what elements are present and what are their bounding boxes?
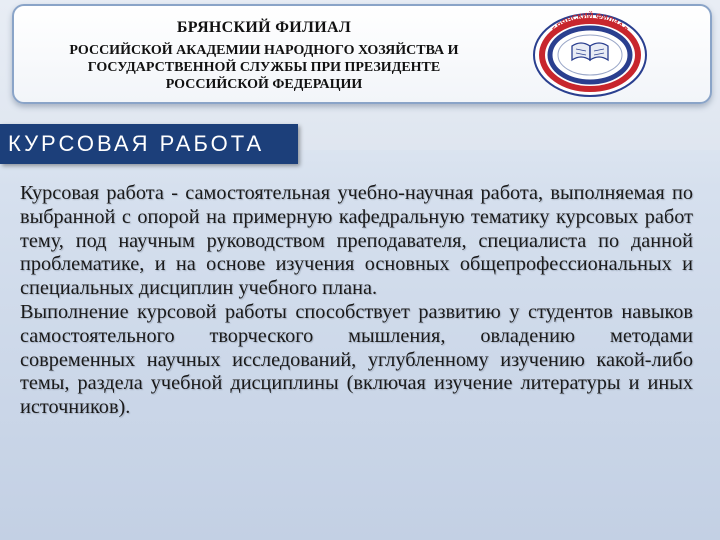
open-book-icon — [572, 43, 608, 60]
header-line-academy: РОССИЙСКОЙ АКАДЕМИИ НАРОДНОГО ХОЗЯЙСТВА И ГОСУДАРСТВЕННОЙ СЛУЖБЫ ПРИ ПРЕЗИДЕНТЕ РОССИЙСКОЙ ФЕДЕРАЦИИ — [69, 43, 459, 92]
term-kursovaya-rabota: Курсовая работа — [20, 182, 164, 204]
logo-arc-label: БРЯНСКИЙ ФИЛИАЛ — [550, 10, 630, 34]
paragraph-definition — [20, 182, 693, 301]
paragraph-purpose: Выполнение курсовой работы способствует развитию у студентов навыков самостоятельного творческого мышления, овладению методами современных научных исследований, углубленному изучению какой-либо темы, раздела учебной дисциплины (включая изучение литературы и иных источников). — [20, 300, 693, 419]
header-line-branch: БРЯНСКИЙ ФИЛИАЛ — [176, 19, 352, 36]
body-text — [20, 182, 693, 420]
definition-text: - самостоятельная учебно-научная работа, выполняемая по выбранной с опорой на примерную кафедральную тематику курсовых работ тему, под научным руководством преподавателя, специалиста по данной проблематике, и на основе изучения основных общепрофессиональных и специальных дисциплин учебного плана. — [20, 182, 693, 300]
slide-title: КУРСОВАЯ РАБОТА — [8, 131, 265, 156]
title-bar — [0, 124, 298, 164]
academy-logo-emblem — [528, 8, 652, 100]
academy-logo-svg — [528, 8, 652, 100]
institution-name — [44, 18, 484, 93]
